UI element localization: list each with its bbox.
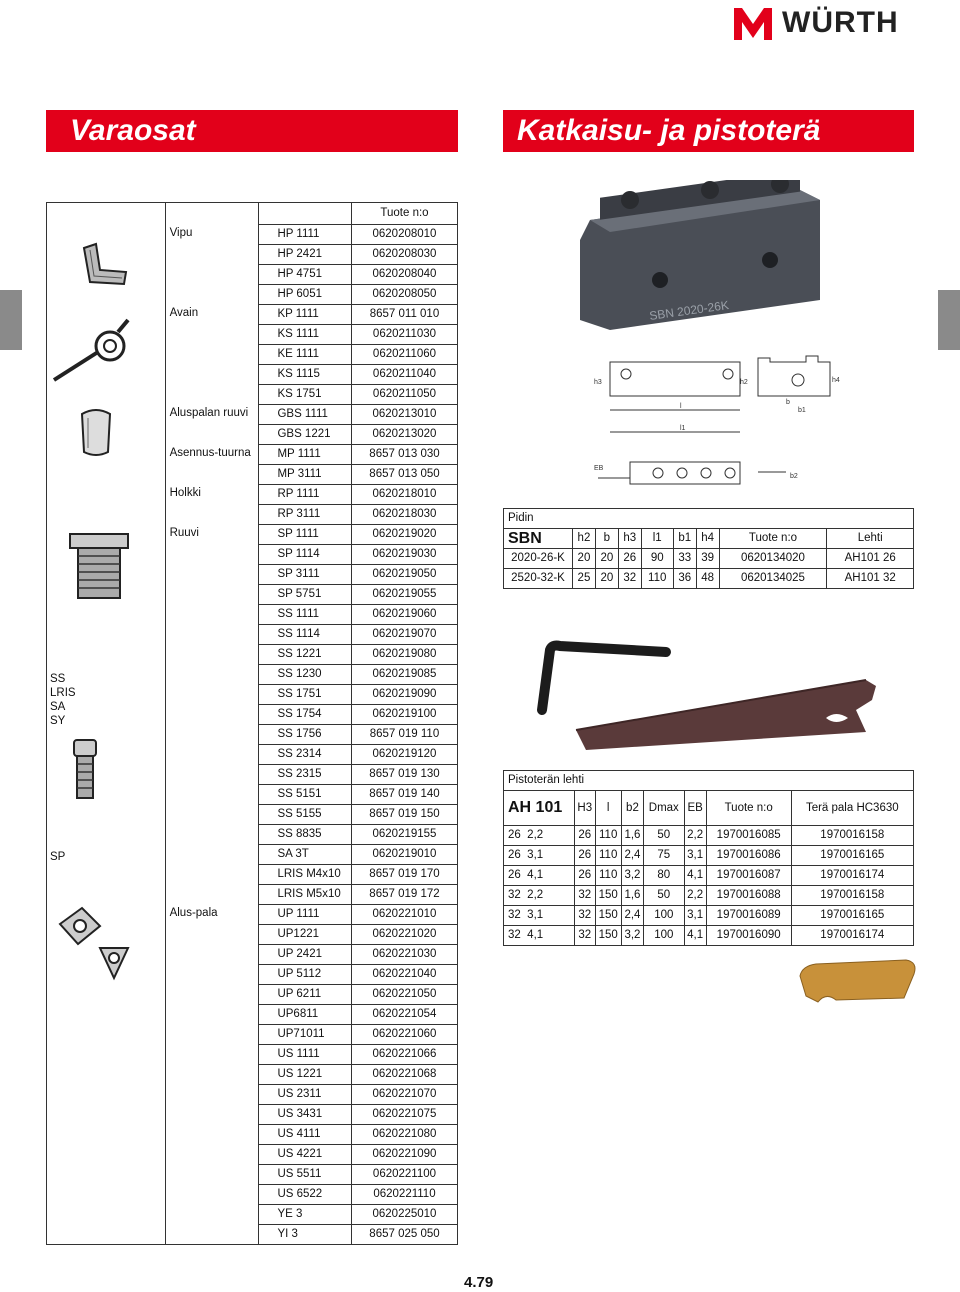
part-number: 0620219070 [351,624,457,644]
sbn-cell: 26 [618,549,641,569]
blade-header-row [504,791,914,826]
svg-text:l: l [680,403,682,410]
part-number: 0620225010 [351,1204,457,1224]
part-family-label: Ruuvi [165,524,259,904]
blade-cell: 1970016087 [706,866,791,886]
part-code: US 6522 [259,1184,352,1204]
blade-cell: 26 [575,826,596,846]
blade-cell: 100 [644,906,685,926]
part-number: 0620218010 [351,484,457,504]
ss-group-label: SS LRIS SA SY [50,673,76,727]
part-number: 0620221054 [351,1004,457,1024]
sbn-cell: 2020-26-K [504,549,573,569]
svg-text:b: b [786,399,790,406]
part-code: US 4221 [259,1144,352,1164]
blade-row [504,886,914,906]
part-code: UP6811 [259,1004,352,1024]
svg-text:l1: l1 [680,425,686,432]
part-code: UP 5112 [259,964,352,984]
blade-cell: 1970016085 [706,826,791,846]
part-number: 0620218030 [351,504,457,524]
blade-cell: 3,2 [621,866,643,886]
sbn-col-header: b [595,529,618,549]
blade-cell: 32 2,2 [504,886,575,906]
part-number: 0620221070 [351,1084,457,1104]
part-code: SS 2314 [259,744,352,764]
part-number: 0620221020 [351,924,457,944]
blade-cell: 4,1 [684,926,706,946]
part-number: 8657 013 030 [351,444,457,464]
part-code: HP 6051 [259,284,352,304]
blade-cell: 1970016174 [791,926,913,946]
part-code: HP 2421 [259,244,352,264]
holder-block-image [570,180,832,336]
sbn-cell: 20 [595,549,618,569]
sbn-holder-table [503,508,914,589]
blade-cell: 26 2,2 [504,826,575,846]
part-code: UP71011 [259,1024,352,1044]
sbn-cell: 48 [696,569,719,589]
parts-header-row [47,203,458,225]
part-code: UP 1111 [259,904,352,924]
part-number: 0620219120 [351,744,457,764]
part-number: 0620219010 [351,844,457,864]
blade-cell: 1970016090 [706,926,791,946]
part-code: UP1221 [259,924,352,944]
part-number: 8657 019 170 [351,864,457,884]
blade-cell: 32 [575,906,596,926]
part-number: 8657 025 050 [351,1224,457,1244]
sbn-cell: 32 [618,569,641,589]
blade-cell: 150 [595,926,621,946]
svg-text:h3: h3 [594,379,602,386]
part-number: 0620221068 [351,1064,457,1084]
part-number: 0620219085 [351,664,457,684]
part-number: 0620221040 [351,964,457,984]
blade-cell: 32 [575,926,596,946]
sbn-row [504,569,914,589]
part-code: US 4111 [259,1124,352,1144]
part-number: 0620219020 [351,524,457,544]
sp-group-label: SP [50,851,66,863]
part-code: LRIS M5x10 [259,884,352,904]
blade-cell: 100 [644,926,685,946]
part-number: 0620208030 [351,244,457,264]
part-number: 0620221060 [351,1024,457,1044]
part-number: 0620211040 [351,364,457,384]
blade-cell: 1970016089 [706,906,791,926]
sbn-col-header: Lehti [827,529,914,549]
svg-text:b1: b1 [798,407,806,414]
part-number: 0620221110 [351,1184,457,1204]
sbn-cell: 20 [573,549,596,569]
blade-title: AH 101 [504,791,575,826]
wurth-logo [730,4,918,46]
part-code: SS 1751 [259,684,352,704]
part-number: 0620219060 [351,604,457,624]
part-code: GBS 1221 [259,424,352,444]
banner-katkaisu: Katkaisu- ja pistoterä [503,110,914,152]
blade-cell: 32 3,1 [504,906,575,926]
part-number: 0620213010 [351,404,457,424]
sbn-cell: 36 [673,569,696,589]
blade-col-header: H3 [575,791,596,826]
holder-marking: SBN 2020-26K [648,297,730,323]
blade-cell: 3,1 [684,846,706,866]
blade-cell: 2,4 [621,906,643,926]
part-code: HP 1111 [259,224,352,244]
sbn-cell: AH101 32 [827,569,914,589]
blade-cell: 2,2 [684,826,706,846]
blade-cell: 3,2 [621,926,643,946]
part-code: SS 1754 [259,704,352,724]
part-number: 0620213020 [351,424,457,444]
shim-screw-image [76,404,116,460]
part-code: KS 1115 [259,364,352,384]
part-number: 8657 019 110 [351,724,457,744]
part-code: SS 5155 [259,804,352,824]
part-code: UP 6211 [259,984,352,1004]
blade-cell: 2,4 [621,846,643,866]
sbn-col-header: h2 [573,529,596,549]
blade-cell: 50 [644,826,685,846]
part-code: KS 1111 [259,324,352,344]
part-code: UP 2421 [259,944,352,964]
part-code: US 1221 [259,1064,352,1084]
part-code: SP 3111 [259,564,352,584]
cutting-insert-image [796,956,922,1006]
blade-col-header: Terä pala HC3630 [791,791,913,826]
sbn-header-row [504,529,914,549]
svg-text:EB: EB [594,465,604,472]
part-code: RP 3111 [259,504,352,524]
part-code: SS 1114 [259,624,352,644]
blade-cell: 1970016086 [706,846,791,866]
left-side-tab [0,290,22,350]
brand-name: WÜRTH [782,6,899,39]
holder-dimension-drawing [590,352,840,494]
part-code: SP 1114 [259,544,352,564]
part-family-label: Holkki [165,484,259,524]
part-code: KP 1111 [259,304,352,324]
part-family-label: Aluspalan ruuvi [165,404,259,444]
blade-cell: 26 3,1 [504,846,575,866]
part-number: 0620219055 [351,584,457,604]
blade-table [503,770,914,946]
lever-image [78,240,134,290]
part-code: LRIS M4x10 [259,864,352,884]
part-number: 8657 013 050 [351,464,457,484]
part-number: 0620221030 [351,944,457,964]
sbn-title: SBN [504,529,573,549]
sbn-cell: 20 [595,569,618,589]
sbn-col-header: l1 [641,529,673,549]
part-number: 8657 019 140 [351,784,457,804]
blade-cell: 2,2 [684,886,706,906]
blade-cell: 26 4,1 [504,866,575,886]
svg-text:h4: h4 [832,377,840,384]
part-number: 0620219080 [351,644,457,664]
svg-text:h2: h2 [740,379,748,386]
blade-row [504,846,914,866]
blade-cell: 150 [595,906,621,926]
part-number: 8657 019 150 [351,804,457,824]
blade-cell: 1,6 [621,886,643,906]
sbn-col-header: Tuote n:o [719,529,827,549]
blade-cell: 1970016165 [791,846,913,866]
blade-cell: 110 [595,866,621,886]
part-code: MP 1111 [259,444,352,464]
part-code: SS 8835 [259,824,352,844]
part-number: 0620221050 [351,984,457,1004]
blade-cell: 1970016158 [791,826,913,846]
part-code: GBS 1111 [259,404,352,424]
right-side-tab [938,290,960,350]
part-code: SA 3T [259,844,352,864]
blade-cell: 1970016165 [791,906,913,926]
blade-row [504,826,914,846]
part-code: SS 5151 [259,784,352,804]
blade-cell: 1,6 [621,826,643,846]
blade-cell: 1970016158 [791,886,913,906]
shim-triangle-image [96,942,132,982]
blade-cell: 32 4,1 [504,926,575,946]
blade-row [504,866,914,886]
pin-screw-image [70,738,100,802]
part-family-label: Asennus-tuurna [165,444,259,484]
part-family-label: Alus-pala [165,904,259,1244]
blade-cell: 26 [575,846,596,866]
sbn-col-header: b1 [673,529,696,549]
blade-col-header: l [595,791,621,826]
part-number: 8657 019 172 [351,884,457,904]
part-number: 0620219050 [351,564,457,584]
wurth-logo-mark [730,4,776,44]
blade-cell: 80 [644,866,685,886]
sbn-col-header: h4 [696,529,719,549]
part-code: KS 1751 [259,384,352,404]
part-code: SS 1756 [259,724,352,744]
part-code: SS 1221 [259,644,352,664]
sbn-row [504,549,914,569]
part-number: 0620208040 [351,264,457,284]
blade-row [504,926,914,946]
part-number: 0620221090 [351,1144,457,1164]
blade-col-header: Dmax [644,791,685,826]
part-code: KE 1111 [259,344,352,364]
part-family-label: Vipu [165,224,259,304]
part-number: 0620219090 [351,684,457,704]
part-number: 0620211060 [351,344,457,364]
page-number: 4.79 [464,1274,494,1291]
key-image [48,316,134,386]
part-number: 8657 019 130 [351,764,457,784]
blade-cell: 75 [644,846,685,866]
blade-cell: 50 [644,886,685,906]
blade-cell: 110 [595,826,621,846]
part-code: US 2311 [259,1084,352,1104]
banner-varaosat: Varaosat [46,110,458,152]
part-number: 0620211050 [351,384,457,404]
part-code: SP 5751 [259,584,352,604]
sbn-cell: 39 [696,549,719,569]
blade-col-header: b2 [621,791,643,826]
sbn-cell: 90 [641,549,673,569]
sbn-cell: 2520-32-K [504,569,573,589]
part-number: 0620221010 [351,904,457,924]
part-number: 0620208010 [351,224,457,244]
sbn-cell: AH101 26 [827,549,914,569]
part-code: SP 1111 [259,524,352,544]
part-number: 0620208050 [351,284,457,304]
part-code: US 3431 [259,1104,352,1124]
sbn-cell: 25 [573,569,596,589]
blade-row [504,906,914,926]
part-code: SS 1111 [259,604,352,624]
wrench-and-blade-image [536,640,916,760]
blade-cell: 1970016088 [706,886,791,906]
part-number: 0620221066 [351,1044,457,1064]
tuote-no-header: Tuote n:o [351,203,457,225]
part-number: 0620219100 [351,704,457,724]
part-number: 0620221080 [351,1124,457,1144]
part-code: US 5511 [259,1164,352,1184]
part-number: 0620219030 [351,544,457,564]
part-number: 0620219155 [351,824,457,844]
part-number: 0620221100 [351,1164,457,1184]
svg-text:b2: b2 [790,473,798,480]
part-number: 0620221075 [351,1104,457,1124]
sbn-cell: 0620134025 [719,569,827,589]
part-code: US 1111 [259,1044,352,1064]
sbn-cell: 33 [673,549,696,569]
blade-cell: 32 [575,886,596,906]
sbn-cell: 0620134020 [719,549,827,569]
blade-caption: Pistoterän lehti [508,774,585,786]
part-code: YI 3 [259,1224,352,1244]
blade-col-header: EB [684,791,706,826]
screw-image [66,532,132,602]
blade-cell: 110 [595,846,621,866]
part-family-label: Avain [165,304,259,404]
part-code: YE 3 [259,1204,352,1224]
blade-col-header: Tuote n:o [706,791,791,826]
sbn-caption: Pidin [508,512,534,524]
part-code: RP 1111 [259,484,352,504]
blade-cell: 150 [595,886,621,906]
part-code: SS 2315 [259,764,352,784]
part-code: HP 4751 [259,264,352,284]
blade-cell: 3,1 [684,906,706,926]
sbn-cell: 110 [641,569,673,589]
blade-cell: 4,1 [684,866,706,886]
part-code: SS 1230 [259,664,352,684]
sbn-col-header: h3 [618,529,641,549]
blade-cell: 26 [575,866,596,886]
part-code: MP 3111 [259,464,352,484]
blade-cell: 1970016174 [791,866,913,886]
part-number: 8657 011 010 [351,304,457,324]
part-number: 0620211030 [351,324,457,344]
